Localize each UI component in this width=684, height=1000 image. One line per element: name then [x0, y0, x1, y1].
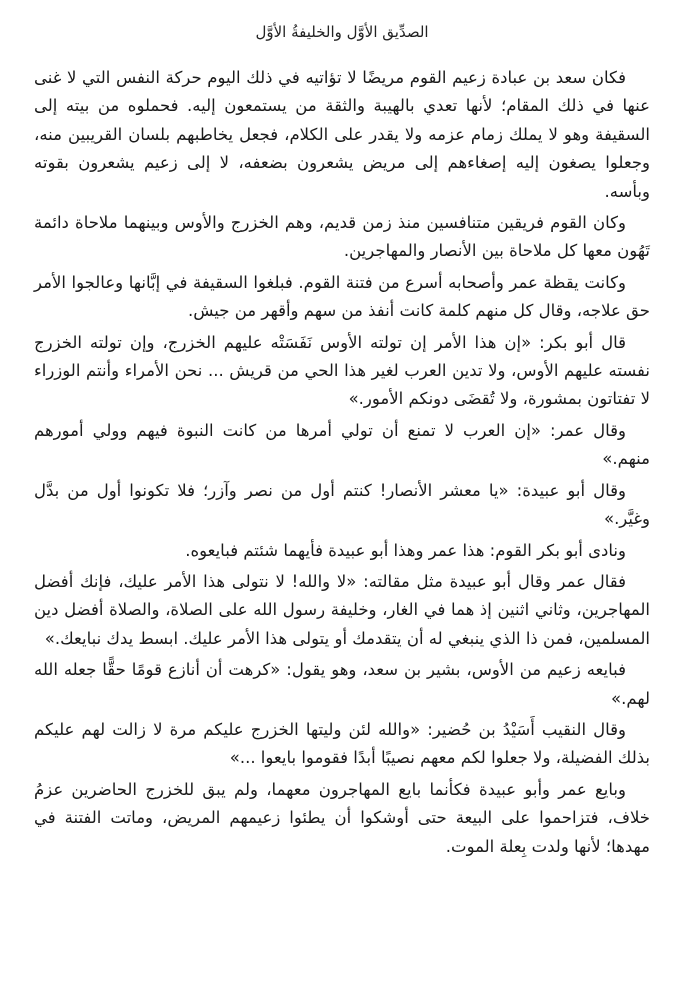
paragraph: وقال أبو عبيدة: «يا معشر الأنصار! كنتم أول من نصر وآزر؛ فلا تكونوا أول من بدَّل وغيَّر.» [34, 480, 650, 529]
running-title: الصدِّيق الأوَّل والخليفةُ الأوَّل [255, 23, 429, 41]
paragraph: وقال عمر: «إن العرب لا تمنع أن تولي أمرها من كانت النبوة فيهم وولي أمورهم منهم.» [34, 420, 650, 469]
paragraph: وكانت يقظة عمر وأصحابه أسرع من فتنة القوم. فبلغوا السقيفة في إبَّانها وعالجوا الأمر حق علاجه، وقال كل منهم كلمة كانت أنفذ من سهم وأقهر من جيش. [34, 272, 650, 321]
paragraph: وقال النقيب أَسَيْدُ بن حُضير: «والله لئن وليتها الخزرج عليكم مرة لا زالت لهم عليكم بذلك الفضيلة، ولا جعلوا لكم معهم نصيبًا أبدًا فقوموا بايعوا ...» [34, 719, 650, 768]
paragraph: فبايعه زعيم من الأوس، بشير بن سعد، وهو يقول: «كرهت أن أنازع قومًا حقًّا جعله الله لهم.» [34, 660, 650, 708]
paragraph: ونادى أبو بكر القوم: هذا عمر وهذا أبو عبيدة فأيهما شئتم فبايعوه. [185, 540, 626, 560]
paragraph: فكان سعد بن عبادة زعيم القوم مريضًا لا تؤاتيه في ذلك اليوم حركة النفس التي لا غنى عنها في ذلك المقام؛ لأنها تعدي بالهيبة والثقة من يستمعون إليه. فحملوه من بيته إلى السقيفة وهو لا يملك زمام عزمه ولا يقدر على الكلام، فجعل يخاطبهم بلسان القريبين منه، وجعلوا يصغون إليه إصغاءهم إلى مريض يشعرون بضعفه، لا إلى زعيم يشعرون بقوته وبأسه. [34, 68, 650, 201]
paragraph: وبايع عمر وأبو عبيدة فكأنما بايع المهاجرون معهما، ولم يبق للخزرج الحاضرين عزمُ خلاف، فتزاحموا على البيعة حتى أوشكوا أن يطئوا زعيمهم المريض، وماتت الفتنة في مهدها؛ لأنها ولدت بِعلة الموت. [34, 779, 650, 856]
paragraph: فقال عمر وقال أبو عبيدة مثل مقالته: «لا والله! لا نتولى هذا الأمر عليك، فإنك أفضل المهاجرين، وثاني اثنين إذ هما في الغار، وخليفة رسول الله على الصلاة، والصلاة أفضل دين المسلمين، فمن ذا الذي ينبغي له أن يتقدمك أو يتولى هذا الأمر عليك. ابسط يدك نبايعك.» [34, 571, 650, 648]
paragraph: وكان القوم فريقين متنافسين منذ زمن قديم، وهم الخزرج والأوس وبينهما ملاحاة دائمة تَهُون معها كل ملاحاة بين الأنصار والمهاجرين. [34, 213, 650, 261]
page-body [34, 64, 650, 864]
paragraph: قال أبو بكر: «إن هذا الأمر إن تولته الأوس نَفَسَتْه عليهم الخزرج، وإن تولته الخزرج نفسته عليهم الأوس، ولا تدين العرب لغير هذا الحي من قريش ... نحن الأمراء وأنتم الوزراء لا تفتاتون بمشورة، ولا تُقضَى دونكم الأمور.» [34, 332, 650, 409]
